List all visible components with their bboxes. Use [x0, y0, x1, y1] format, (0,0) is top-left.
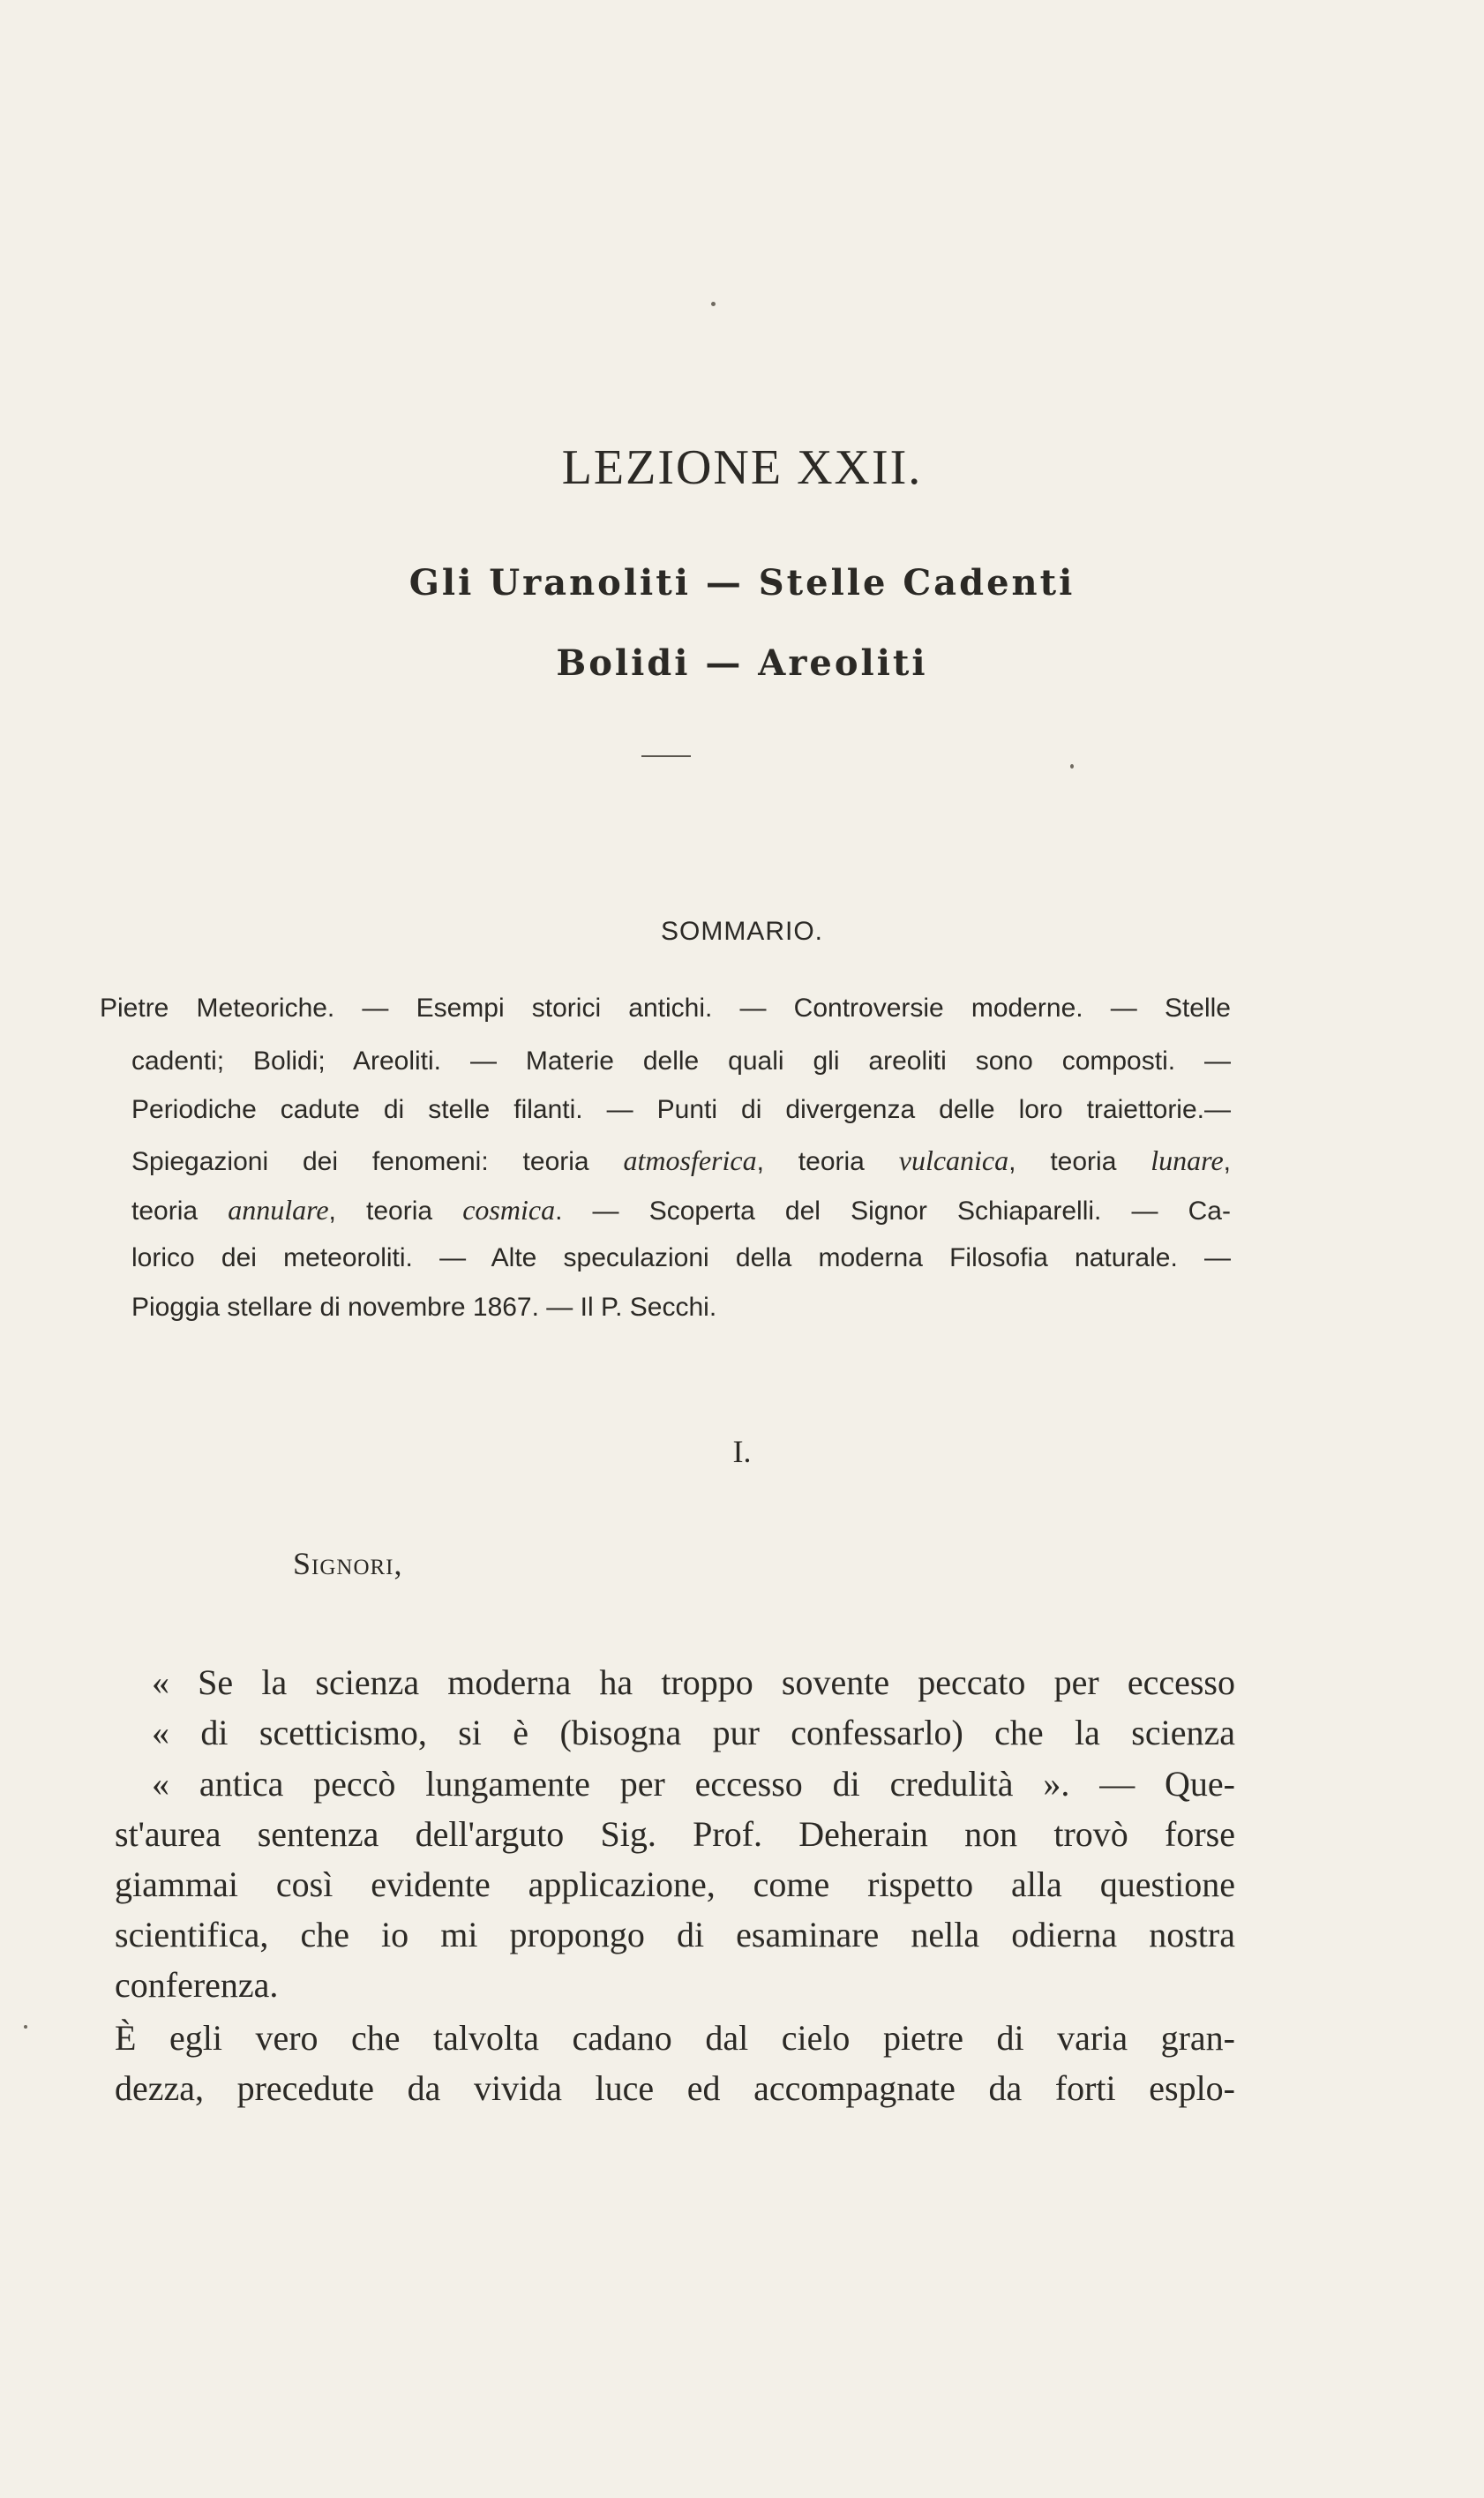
summary-text: Pioggia stellare di novembre 1867. — Il P. Secchi.: [131, 1293, 717, 1322]
body-line: « Se la scienza moderna ha troppo sovente peccato per eccesso: [152, 1662, 1235, 1702]
ink-speck: [24, 2025, 27, 2029]
chapter-subtitle-line-2: Bolidi — Areoliti: [556, 642, 928, 684]
body-line: « antica peccò lungamente per eccesso di credulità ». — Que-: [152, 1764, 1235, 1804]
chapter-subtitle-line-1: Gli Uranoliti — Stelle Cadenti: [408, 562, 1076, 604]
summary-italic-term: annulare: [228, 1194, 329, 1226]
body-line: « di scetticismo, si è (bisogna pur confessarlo) che la scienza: [152, 1713, 1235, 1752]
summary-line: [131, 1194, 1231, 1226]
body-line: giammai così evidente applicazione, come rispetto alla questione: [115, 1864, 1235, 1904]
body-line: dezza, precedute da vivida luce ed accompagnate da forti esplo-: [115, 2068, 1235, 2108]
summary-italic-term: lunare: [1150, 1144, 1224, 1176]
summary-text: lorico dei meteoroliti. — Alte speculazioni della moderna Filosofia naturale. —: [131, 1243, 1231, 1272]
summary-italic-term: vulcanica: [898, 1144, 1009, 1176]
salutation: Signori,: [293, 1546, 403, 1581]
section-number: I.: [732, 1434, 752, 1469]
ink-speck: [711, 302, 716, 306]
summary-line: [131, 1144, 1231, 1177]
summary-text: Pietre Meteoriche. — Esempi storici antichi. — Controversie moderne. — Stelle: [100, 994, 1231, 1023]
summary-line: [100, 994, 1231, 1024]
summary-line: [131, 1095, 1231, 1125]
summary-text: cadenti; Bolidi; Areoliti. — Materie delle quali gli areoliti sono composti. —: [131, 1046, 1231, 1076]
summary-text: , teoria: [756, 1147, 899, 1176]
summary-text: Periodiche cadute di stelle filanti. — Punti di divergenza delle loro traiettorie.—: [131, 1095, 1231, 1124]
summary-text: Spiegazioni dei fenomeni: teoria: [131, 1147, 624, 1176]
body-line: scientifica, che io mi propongo di esaminare nella odierna nostra: [115, 1915, 1235, 1954]
summary-line: [131, 1243, 1231, 1273]
summary-heading: SOMMARIO.: [660, 917, 823, 946]
summary-text: , teoria: [328, 1196, 463, 1226]
body-line: È egli vero che talvolta cadano dal cielo pietre di varia gran-: [115, 2018, 1235, 2058]
body-line: conferenza.: [115, 1965, 279, 2005]
section-divider: [641, 755, 691, 757]
lesson-title: LEZIONE XXII.: [561, 440, 923, 495]
summary-line: [131, 1046, 1231, 1076]
summary-text: . — Scoperta del Signor Schiaparelli. — Ca-: [555, 1196, 1231, 1226]
ink-speck: [1070, 764, 1074, 769]
summary-text: teoria: [131, 1196, 229, 1226]
summary-italic-term: atmosferica: [623, 1144, 757, 1176]
summary-line: [131, 1293, 1231, 1323]
body-line: st'aurea sentenza dell'arguto Sig. Prof. Deherain non trovò forse: [115, 1814, 1235, 1854]
summary-text: ,: [1223, 1147, 1231, 1176]
summary-italic-term: cosmica: [462, 1194, 556, 1226]
summary-text: , teoria: [1008, 1147, 1151, 1176]
